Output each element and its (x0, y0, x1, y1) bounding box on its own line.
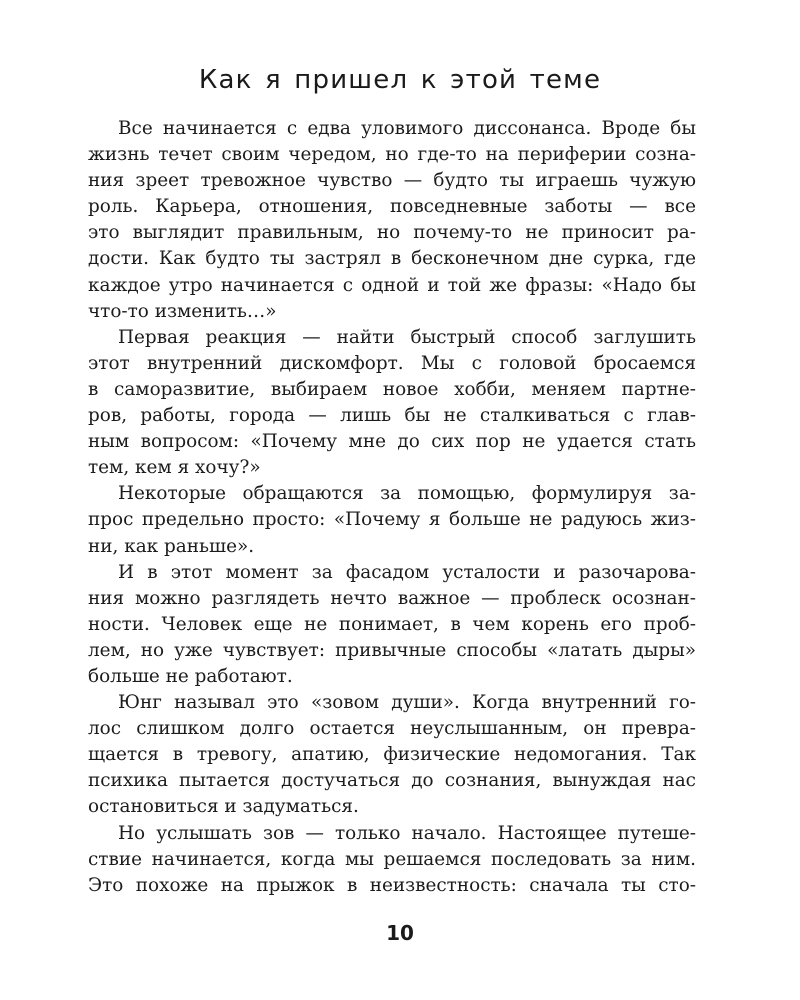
paragraph (88, 690, 696, 820)
text-line: жизнь течет своим чередом, но где-то на периферии созна- (88, 144, 696, 166)
text-line: ности. Человек еще не понимает, в чем корень его проб- (88, 613, 696, 635)
text-line: роль. Карьера, отношения, повседневные заботы — все (88, 196, 696, 218)
paragraph (88, 821, 696, 899)
text-line: ным вопросом: «Почему мне до сих пор не удается стать (88, 431, 696, 453)
text-line: дости. Как будто ты застрял в бесконечном дне сурка, где (88, 248, 696, 270)
text-line: щается в тревогу, апатию, физические недомогания. Так (88, 744, 696, 766)
text-line: лос слишком долго остается неуслышанным, он превра- (88, 718, 696, 740)
text-line: остановиться и задуматься. (88, 796, 359, 818)
text-line: этот внутренний дискомфорт. Мы с головой бросаемся (88, 352, 696, 374)
text-line: что-то изменить…» (88, 300, 277, 322)
text-line: это выглядит правильным, но почему-то не приносит ра- (88, 222, 696, 244)
text-line: тем, кем я хочу?» (88, 457, 261, 479)
text-line: лем, но уже чувствует: привычные способы «латать дыры» (88, 639, 696, 661)
paragraph (88, 560, 696, 690)
text-line: И в этот момент за фасадом усталости и разочарова- (118, 561, 696, 583)
text-line: ния можно разглядеть нечто важное — проблеск осознан- (88, 587, 696, 609)
text-line: ни, как раньше». (88, 535, 255, 557)
text-line: Все начинается с едва уловимого диссонанса. Вроде бы (118, 118, 696, 139)
paragraph (88, 116, 696, 325)
text-line: каждое утро начинается с одной и той же фразы: «Надо бы (88, 274, 696, 296)
text-line: больше не работают. (88, 665, 293, 687)
text-line: Но услышать зов — только начало. Настоящее путеше- (118, 822, 696, 844)
text-line: Юнг называл это «зовом души». Когда внутренний го- (118, 692, 696, 714)
text-line: в саморазвитие, выбираем новое хобби, меняем партне- (88, 378, 696, 400)
text-line: психика пытается достучаться до сознания, вынуждая нас (88, 770, 696, 792)
body-text (88, 116, 696, 899)
text-line: Первая реакция — найти быстрый способ заглушить (118, 326, 696, 348)
text-line: Некоторые обращаются за помощью, формулируя за- (118, 483, 696, 505)
paragraph (88, 325, 696, 482)
text-line: ствие начинается, когда мы решаемся последовать за ним. (88, 848, 696, 870)
page-number: 10 (386, 921, 414, 945)
text-line: ров, работы, города — лишь бы не сталкиваться с глав- (88, 405, 696, 427)
text-line: ния зреет тревожное чувство — будто ты играешь чужую (88, 170, 696, 192)
chapter-title: Как я пришел к этой теме (198, 65, 602, 95)
paragraph (88, 481, 696, 559)
text-line: прос предельно просто: «Почему я больше не радуюсь жиз- (88, 509, 696, 531)
text-line: Это похоже на прыжок в неизвестность: сначала ты сто- (88, 874, 696, 896)
